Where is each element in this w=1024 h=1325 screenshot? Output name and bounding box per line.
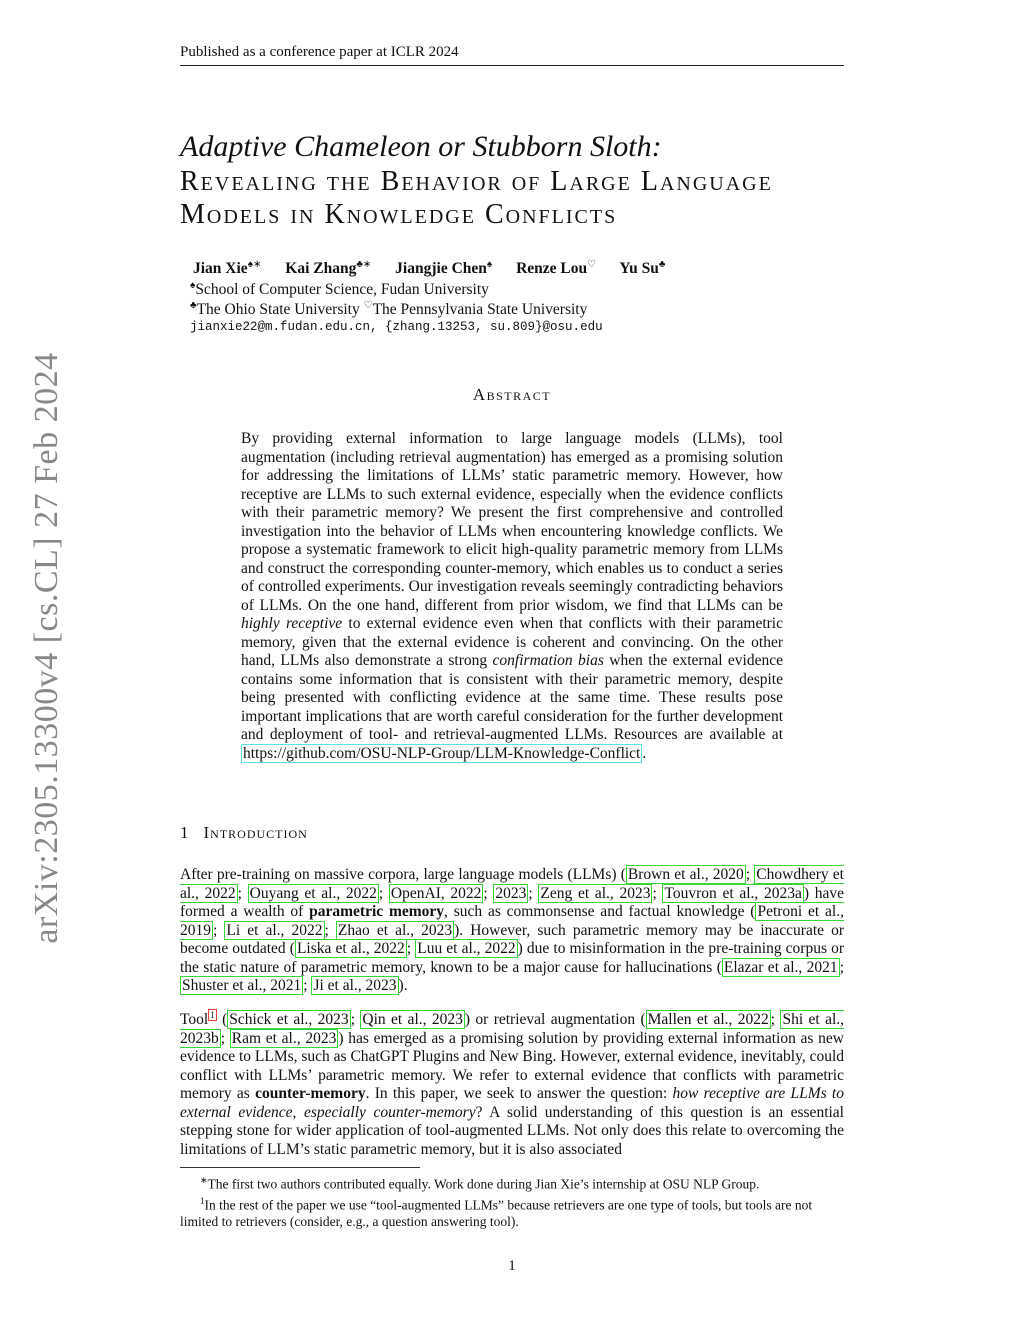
- author: Kai Zhang♣∗: [285, 259, 372, 278]
- page-number: 1: [508, 1258, 516, 1274]
- citation-link[interactable]: Li et al., 2022: [226, 921, 323, 939]
- footnotes: [180, 1172, 844, 1231]
- citation-link[interactable]: Zeng et al., 2023: [540, 884, 651, 902]
- citation-link[interactable]: Ouyang et al., 2022: [249, 884, 377, 902]
- citation-link[interactable]: Shuster et al., 2021: [182, 977, 302, 994]
- citation-link[interactable]: Liska et al., 2022: [296, 940, 405, 957]
- intro-paragraph-2: Tool $^1$ ( Schick et al., 2023 ; Qin et al., 2023 ) or retrieval augmentation ( Mallen et al., 2022 ; Shi et al., 2023b ; Ram et al., 2023 ) has emerged as a promising solution by providing external information as new evidence to LLMs, such as ChatGPT Plugins and New Bing. However, external evidence, inevitably, could conflict with LLMs’ parametric memory. We refer to external evidence that conflicts with parametric memory as counter-memory. In this paper, we seek to answer the question: how receptive are LLMs to external evidence, especially counter-memory? A solid understanding of this question is an essential stepping stone for wider application of tool-augmented LLMs. Not only does this relate to overcoming the limitations of LLM’s static parametric memory, but it is also associated: [180, 1010, 845, 1158]
- citation-link[interactable]: Brown et al., 2020: [627, 866, 744, 883]
- affiliation-osu-psu: ♣The Ohio State University ♡The Pennsylvania State University: [190, 300, 588, 319]
- citation-link[interactable]: Ram et al., 2023: [231, 1029, 337, 1047]
- citation-link[interactable]: Qin et al., 2023: [362, 1011, 463, 1029]
- github-resource-link[interactable]: https://github.com/OSU-NLP-Group/LLM-Knowledge-Conflict: [243, 744, 641, 762]
- citation-link[interactable]: 2023: [495, 884, 527, 902]
- citation-link[interactable]: Petroni et al., 2019: [180, 903, 844, 939]
- author: Jiangjie Chen♠: [395, 259, 493, 278]
- abstract-body: By providing external information to large language models (LLMs), tool augmentation (including retrieval augmentation) has emerged as a promising solution for addressing the limitations of LLMs’ static parametric memory. However, how receptive are LLMs to such external evidence, especially when the evidence conflicts with their parametric memory? We present the first comprehensive and controlled investigation into the behavior of LLMs when encountering knowledge conflicts. We propose a systematic framework to elicit high-quality parametric memory from LLMs and construct the corresponding counter-memory, which enables us to conduct a series of controlled experiments. Our investigation reveals seemingly contradicting behaviors of LLMs. On the one hand, different from prior wisdom, we find that LLMs can be highly receptive to external evidence even when that conflicts with their parametric memory, given that the external evidence is coherent and convincing. On the other hand, LLMs also demonstrate a strong confirmation bias when the external evidence contains some information that is consistent with their parametric memory, despite being presented with conflicting evidence at the same time. These results pose important implications that are worth careful consideration for the further development and deployment of tool- and retrieval-augmented LLMs. Resources are available at https://github.com/OSU-NLP-Group/LLM-Knowledge-Conflict .: [241, 430, 783, 762]
- author-list: [193, 259, 685, 278]
- section-heading-introduction: 1 Introduction: [180, 823, 308, 842]
- author-emails: jianxie22@m.fudan.edu.cn, {zhang.13253, su.809}@osu.edu: [190, 320, 603, 334]
- paper-title-line-2: Revealing the Behavior of Large Language: [180, 166, 773, 197]
- footnote-1: ∗The first two authors contributed equally. Work done during Jian Xie’s internship at OSU NLP Group.: [200, 1175, 760, 1192]
- abstract-heading: Abstract: [472, 385, 552, 404]
- citation-link[interactable]: Shi et al., 2023b: [180, 1011, 845, 1047]
- footnote-divider: [180, 1167, 420, 1168]
- citation-link[interactable]: Mallen et al., 2022: [647, 1011, 769, 1029]
- arxiv-identifier[interactable]: arXiv:2305.13300v4 [cs.CL] 27 Feb 2024: [28, 352, 65, 944]
- citation-link[interactable]: Chowdhery et al., 2022: [180, 866, 844, 902]
- running-head: Published as a conference paper at ICLR 2024: [180, 44, 844, 66]
- footnote-ref[interactable]: 1: [210, 1010, 215, 1020]
- citation-link[interactable]: Luu et al., 2022: [417, 940, 516, 957]
- citation-link[interactable]: Schick et al., 2023: [229, 1011, 349, 1029]
- citation-link[interactable]: Zhao et al., 2023: [337, 921, 453, 939]
- citation-link[interactable]: Ji et al., 2023: [313, 977, 397, 994]
- citation-link[interactable]: OpenAI, 2022: [390, 884, 482, 902]
- citation-link[interactable]: Elazar et al., 2021: [723, 958, 838, 976]
- intro-paragraph-1: After pre-training on massive corpora, large language models (LLMs) ( Brown et al., 2020 ; Chowdhery et al., 2022 ; Ouyang et al., 2022 ; OpenAI, 2022 ; 2023 ; Zeng et al., 2023 ; Touvron et al., 2023a ) have formed a wealth of parametric memory, such as commonsense and factual knowledge ( Petroni et al., 2019 ; Li et al., 2022 ; Zhao et al., 2023 ). However, such parametric memory may be inaccurate or become outdated ( Liska et al., 2022 ; Luu et al., 2022 ) due to misinformation in the pre-training corpus or the static nature of parametric memory, known to be a major cause for hallucinations ( Elazar et al., 2021 ; Shuster et al., 2021 ; Ji et al., 2023 ).: [180, 866, 845, 994]
- footnote-2: $^1$In the rest of the paper we use “tool-augmented LLMs” because retrievers are one type of tools, but tools are not limited to retrievers (consider, e.g., a question answering tool).: [180, 1196, 813, 1229]
- author: Jian Xie♠∗: [193, 259, 262, 278]
- affiliation-fudan: ♠School of Computer Science, Fudan University: [190, 280, 489, 299]
- paper-title-line-3: Models in Knowledge Conflicts: [180, 199, 618, 230]
- paper-title-line-1: Adaptive Chameleon or Stubborn Sloth:: [180, 130, 662, 163]
- author: Renze Lou♡: [516, 259, 597, 278]
- author: Yu Su♣: [619, 259, 666, 278]
- citation-link[interactable]: Touvron et al., 2023a: [664, 884, 802, 902]
